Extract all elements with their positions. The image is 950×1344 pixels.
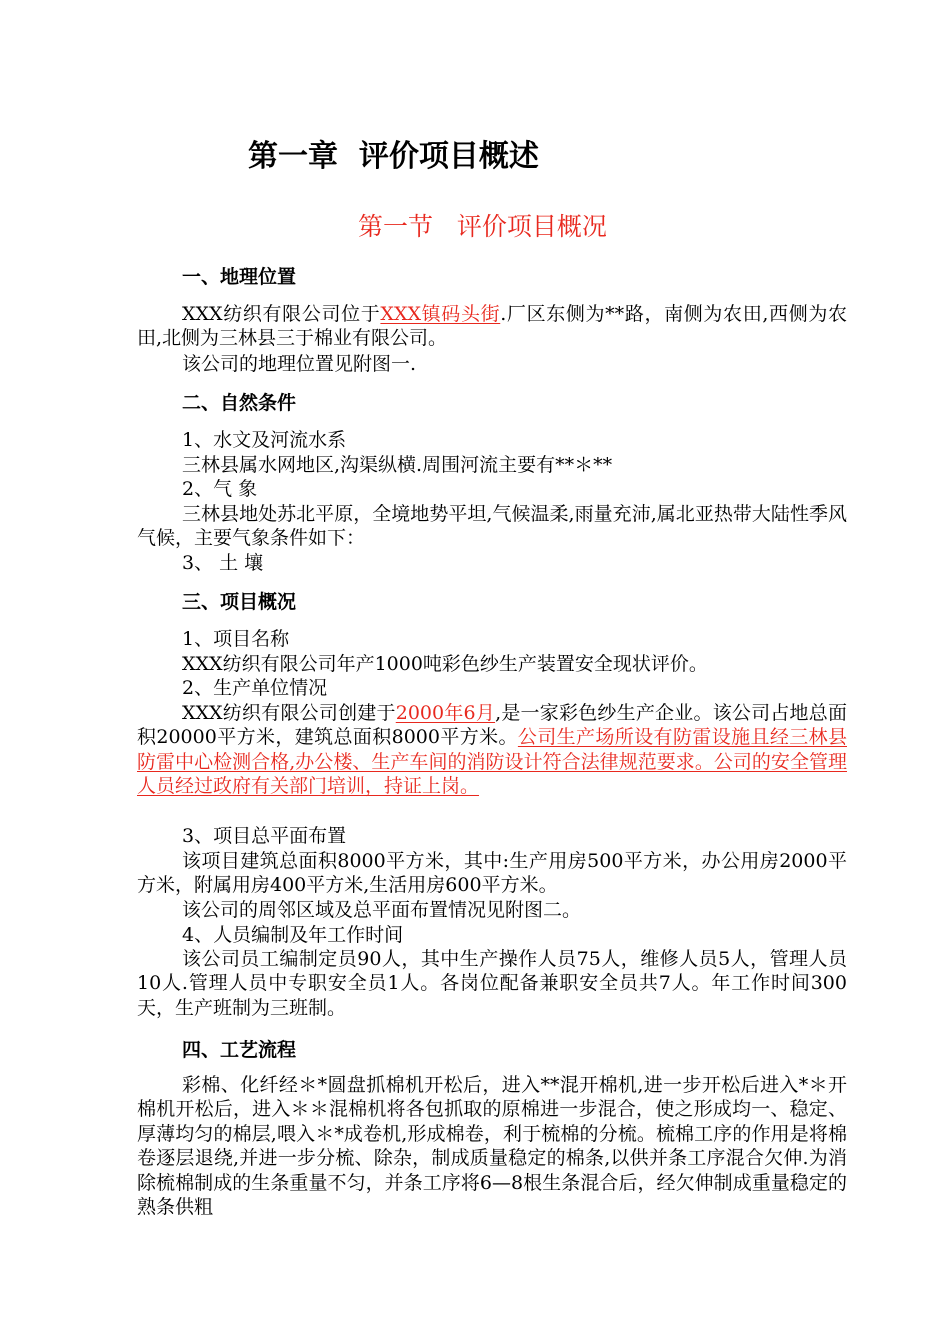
address-link[interactable]: XXX镇码头街 <box>380 303 501 325</box>
chapter-title: 第一章 评价项目概述 <box>248 139 539 174</box>
paragraph-production-unit: XXX纺织有限公司创建于2000年6月,是一家彩色纱生产企业。该公司占地总面积20000平方米，建筑总面积8000平方米。公司生产场所设有防雷设施且经三林县防雷中心检测合格,办公楼、生产车间的消防设计符合法律规范要求。公司的安全管理人员经过政府有关部门培训，持证上岗。 <box>137 702 847 798</box>
paragraph-site-layout-map: 该公司的周邻区域及总平面布置情况见附图二。 <box>182 899 582 921</box>
item-staffing: 4、人员编制及年工作时间 <box>182 924 404 946</box>
paragraph-location: XXX纺织有限公司位于XXX镇码头街.厂区东侧为**路，南侧为农田,西侧为农田,北侧为三林县三于棉业有限公司。 <box>137 303 847 350</box>
paragraph-site-layout: 该项目建筑总面积8000平方米，其中:生产用房500平方米，办公用房2000平方米，附属用房400平方米,生活用房600平方米。 <box>137 850 847 897</box>
heading-location: 一、地理位置 <box>182 266 297 288</box>
heading-natural-conditions: 二、自然条件 <box>182 392 297 414</box>
item-hydrology: 1、水文及河流水系 <box>182 429 347 451</box>
item-project-name: 1、项目名称 <box>182 628 290 650</box>
heading-process-flow: 四、工艺流程 <box>182 1039 297 1061</box>
paragraph-staffing: 该公司员工编制定员90人，其中生产操作人员75人，维修人员5人，管理人员10人.管理人员中专职安全员1人。各岗位配备兼职安全员共7人。年工作时间300天，生产班制为三班制。 <box>137 948 847 1019</box>
paragraph-hydrology: 三林县属水网地区,沟渠纵横.周围河流主要有**＊** <box>182 454 613 476</box>
item-production-unit: 2、生产单位情况 <box>182 677 328 699</box>
paragraph-process-flow: 彩棉、化纤经＊*圆盘抓棉机开松后，进入**混开棉机,进一步开松后进入*＊开棉机开松后，进入＊＊混棉机将各包抓取的原棉进一步混合，使之形成均一、稳定、厚薄均匀的棉层,喂入＊*成卷机,形成棉卷，利于梳棉的分梳。梳棉工序的作用是将棉卷逐层退绕,并进一步分梳、除杂，制成质量稳定的棉条,以供并条工序混合欠伸.为消除梳棉制成的生条重量不匀，并条工序将6—8根生条混合后，经欠伸制成重量稳定的熟条供粗 <box>137 1074 847 1219</box>
heading-project-overview: 三、项目概况 <box>182 591 297 613</box>
paragraph-location-map: 该公司的地理位置见附图一. <box>182 353 417 375</box>
item-soil: 3、 土 壤 <box>182 552 264 574</box>
item-site-layout: 3、项目总平面布置 <box>182 825 347 847</box>
item-climate: 2、气 象 <box>182 478 258 500</box>
section-title: 第一节 评价项目概况 <box>358 212 607 241</box>
founding-date-highlight: 2000年6月 <box>395 702 496 724</box>
safety-compliance-highlight: 公司生产场所设有防雷设施且经三林县防雷中心检测合格,办公楼、生产车间的消防设计符合法律规范要求。公司的安全管理人员经过政府有关部门培训，持证上岗。 <box>137 726 847 798</box>
paragraph-project-name: XXX纺织有限公司年产1000吨彩色纱生产装置安全现状评价。 <box>182 653 708 675</box>
paragraph-climate: 三林县地处苏北平原，全境地势平坦,气候温柔,雨量充沛,属北亚热带大陆性季风气候，主要气象条件如下： <box>137 503 847 550</box>
